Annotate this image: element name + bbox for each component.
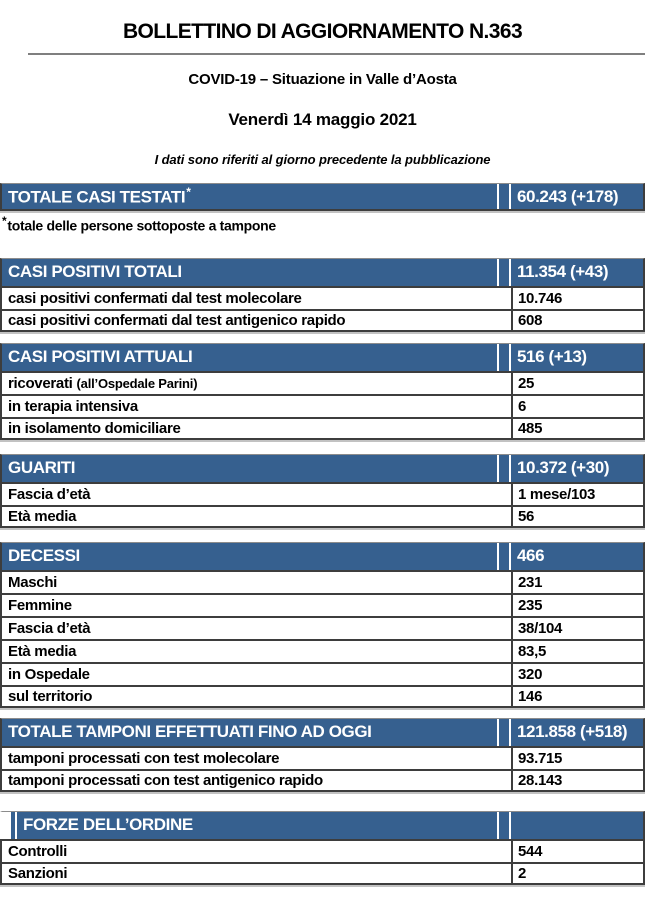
table-row <box>0 286 645 309</box>
table-row <box>0 505 645 528</box>
row-label-text: in isolamento domiciliare <box>8 419 181 437</box>
table-row <box>0 662 645 685</box>
table-total-value: 10.372 (+30) <box>517 458 610 478</box>
row-label <box>2 864 513 883</box>
row-label <box>2 641 513 662</box>
header-gap-right <box>509 812 511 839</box>
row-label <box>2 572 513 593</box>
row-label-text: in terapia intensiva <box>8 397 138 415</box>
row-label-text: tamponi processati con test antigenico rapido <box>8 771 323 789</box>
row-value: 231 <box>518 573 543 591</box>
table-row <box>0 839 645 862</box>
row-value: 146 <box>518 687 543 705</box>
table-total-value: 516 (+13) <box>517 347 587 367</box>
table-header-row <box>0 343 645 371</box>
page-title: BOLLETTINO DI AGGIORNAMENTO N.363 <box>122 20 523 43</box>
row-label <box>2 618 513 639</box>
table-total-value: 121.858 (+518) <box>517 722 628 742</box>
table-row <box>0 593 645 616</box>
row-label-text: Controlli <box>8 842 67 860</box>
table-title <box>2 458 497 478</box>
table-row <box>0 862 645 885</box>
table-row <box>0 482 645 505</box>
row-label-text: tamponi processati con test molecolare <box>8 749 280 767</box>
row-label-text: Fascia d’età <box>8 619 91 637</box>
row-label <box>2 396 513 417</box>
row-label <box>2 748 513 769</box>
row-label <box>2 373 513 394</box>
header-lead-gap <box>2 812 11 839</box>
table-casi-testati <box>0 183 645 211</box>
row-value: 93.715 <box>518 749 563 767</box>
table-total-value: 11.354 (+43) <box>517 262 609 282</box>
row-value: 25 <box>518 374 535 392</box>
table-casi-positivi-totali <box>0 258 645 332</box>
row-label <box>2 841 513 862</box>
row-value: 1 mese/103 <box>518 485 596 503</box>
table-decessi <box>0 542 645 708</box>
table-title <box>2 262 497 282</box>
table-title <box>2 546 497 566</box>
row-value: 28.143 <box>518 771 563 789</box>
table-footnote <box>2 213 645 234</box>
row-value: 608 <box>518 311 543 329</box>
table-title-text: GUARITI <box>8 458 76 478</box>
header-spacer-cell <box>499 184 509 209</box>
table-total-value: 466 <box>517 546 545 566</box>
table-row <box>0 417 645 440</box>
row-value: 235 <box>518 596 543 614</box>
row-label <box>2 288 513 309</box>
row-label-text: casi positivi confermati dal test antigenico rapido <box>8 311 346 329</box>
table-title-text: CASI POSITIVI TOTALI <box>8 262 182 282</box>
row-value: 38/104 <box>518 619 563 637</box>
row-label-suffix: (all’Ospedale Parini) <box>76 375 198 391</box>
row-value: 544 <box>518 842 543 860</box>
asterisk-mark: * <box>2 214 7 228</box>
header-spacer-cell <box>499 344 509 371</box>
table-title-text: TOTALE CASI TESTATI <box>8 187 186 207</box>
row-value: 6 <box>518 397 527 415</box>
table-forze-ordine <box>0 811 645 885</box>
page-subtitle: COVID-19 – Situazione in Valle d’Aosta <box>188 71 457 88</box>
row-label-text: Maschi <box>8 573 58 591</box>
row-label <box>2 419 513 438</box>
row-value: 10.746 <box>518 289 563 307</box>
row-label <box>2 311 513 330</box>
row-label-text: Età media <box>8 507 77 525</box>
table-title-text: DECESSI <box>8 546 80 566</box>
row-label-text: sul territorio <box>8 687 93 705</box>
row-label <box>2 687 513 706</box>
table-title <box>2 722 497 742</box>
row-value: 56 <box>518 507 535 525</box>
table-title-text: CASI POSITIVI ATTUALI <box>8 347 193 367</box>
reference-note: I dati sono riferiti al giorno precedente la pubblicazione <box>154 152 491 167</box>
header-spacer-cell <box>499 455 509 482</box>
row-label-text: in Ospedale <box>8 665 90 683</box>
header-spacer-cell <box>499 812 509 839</box>
table-title-text: FORZE DELL’ORDINE <box>23 815 193 835</box>
table-row <box>0 371 645 394</box>
table-row <box>0 639 645 662</box>
row-label <box>2 507 513 526</box>
row-label <box>2 664 513 685</box>
row-label-text: Sanzioni <box>8 864 68 882</box>
table-guariti <box>0 454 645 528</box>
table-title-text: TOTALE TAMPONI EFFETTUATI FINO AD OGGI <box>8 722 372 742</box>
table-row <box>0 309 645 332</box>
table-title <box>17 815 497 835</box>
table-total-value: 60.243 (+178) <box>517 186 619 206</box>
header-spacer-cell <box>499 719 509 746</box>
row-label-text: Fascia d’età <box>8 485 91 503</box>
asterisk-mark: * <box>186 185 191 200</box>
row-value: 83,5 <box>518 642 546 660</box>
table-title <box>2 185 497 208</box>
table-row <box>0 616 645 639</box>
row-label-text: Femmine <box>8 596 72 614</box>
row-label-text: casi positivi confermati dal test molecolare <box>8 289 302 307</box>
row-value: 485 <box>518 419 543 437</box>
row-label <box>2 484 513 505</box>
table-row <box>0 746 645 769</box>
row-label <box>2 771 513 790</box>
tables-container <box>0 183 645 885</box>
table-row <box>0 685 645 708</box>
row-value: 2 <box>518 864 527 882</box>
footnote-text: totale delle persone sottoposte a tampone <box>7 217 276 234</box>
table-casi-positivi-attuali <box>0 343 645 440</box>
table-header-row <box>0 183 645 211</box>
table-tamponi <box>0 718 645 792</box>
table-header-row <box>0 258 645 286</box>
table-header-row <box>0 811 645 839</box>
table-row <box>0 769 645 792</box>
header-spacer-cell <box>499 259 509 286</box>
bulletin-document <box>0 20 645 885</box>
row-label <box>2 595 513 616</box>
table-row <box>0 394 645 417</box>
table-title <box>2 347 497 367</box>
row-value: 320 <box>518 665 543 683</box>
table-header-row <box>0 454 645 482</box>
bulletin-date: Venerdì 14 maggio 2021 <box>228 110 417 129</box>
table-header-row <box>0 542 645 570</box>
row-label-text: Età media <box>8 642 77 660</box>
table-row <box>0 570 645 593</box>
header-spacer-cell <box>499 543 509 570</box>
row-label-text: ricoverati <box>8 374 73 392</box>
title-divider <box>28 53 645 55</box>
table-header-row <box>0 718 645 746</box>
